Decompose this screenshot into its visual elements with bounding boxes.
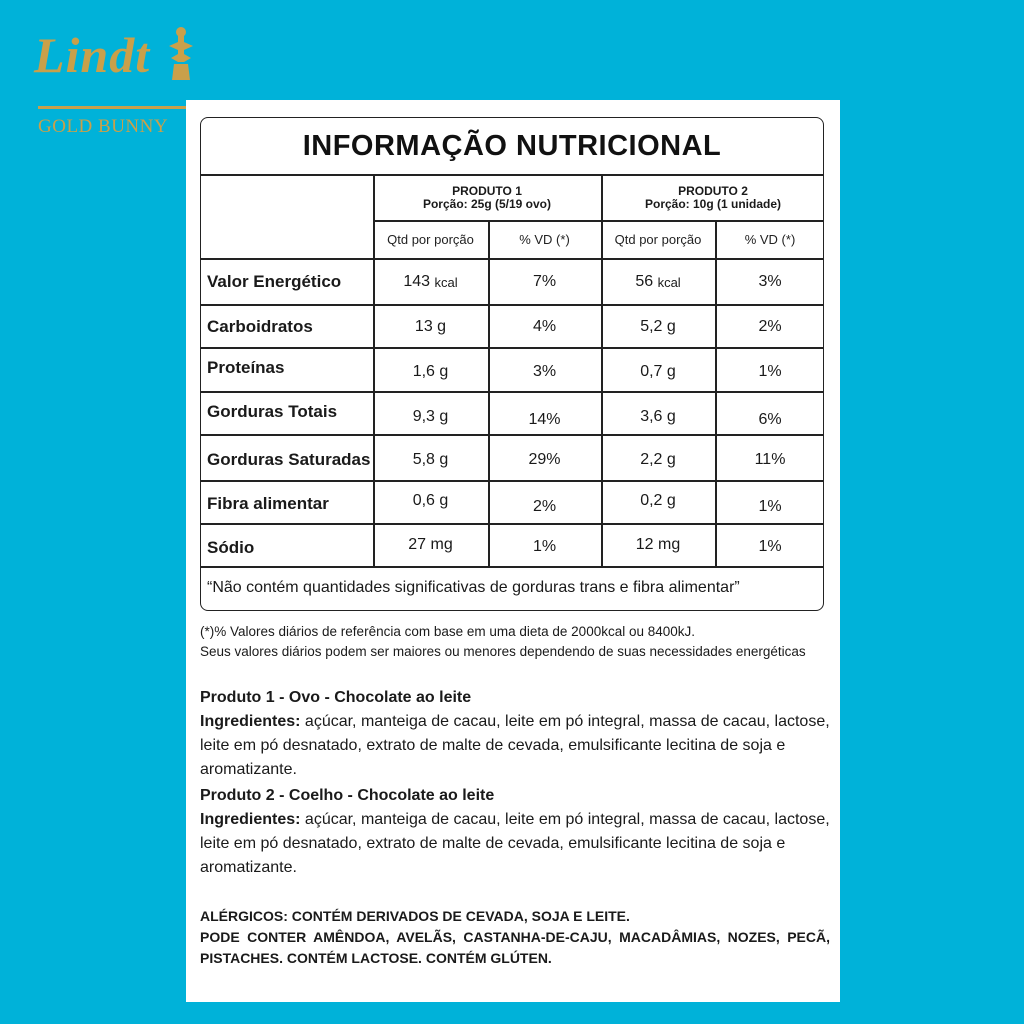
nutrition-table [200, 117, 824, 611]
allergens-line1: ALÉRGICOS: CONTÉM DERIVADOS DE CEVADA, SOJA E LEITE. [200, 908, 630, 924]
brand-name: Lindt [34, 27, 151, 83]
p1-qty-energy: 143 kcal [403, 273, 458, 290]
p2-qty-energy: 56 kcal [635, 273, 681, 290]
p1-qty-sat-fat: 5,8 g [412, 451, 449, 468]
table-footnote: “Não contém quantidades significativas de gorduras trans e fibra alimentar” [207, 579, 740, 596]
p1-qty-fiber: 0,6 g [412, 492, 449, 509]
product1-name: PRODUTO 1 [452, 184, 522, 198]
product1-header [373, 176, 601, 220]
p1-vd-total-fat: 14% [528, 411, 561, 428]
brand-logo [30, 22, 200, 137]
p1-qty-header: Qtd por porção [387, 232, 474, 247]
vd-note-line1: (*)% Valores diários de referência com base em uma dieta de 2000kcal ou 8400kJ. [200, 624, 696, 639]
p2-vd-carbs: 2% [758, 317, 782, 335]
p1-vd-sat-fat: 29% [528, 451, 561, 468]
p1-qty-carbs: 13 g [414, 317, 447, 335]
nutrition-panel [186, 100, 840, 1002]
p2-vd-header: % VD (*) [744, 232, 796, 247]
product2-name: PRODUTO 2 [678, 184, 748, 198]
p1-vd-carbs: 4% [532, 317, 557, 335]
p1-qty-total-fat: 9,3 g [412, 408, 449, 425]
p2-qty-total-fat: 3,6 g [640, 408, 676, 425]
p2-qty-header: Qtd por porção [614, 232, 702, 247]
p1-vd-fiber: 2% [532, 498, 557, 515]
row-label-carbs: Carboidratos [207, 316, 313, 336]
row-label-sodium: Sódio [207, 538, 255, 557]
row-label-energy: Valor Energético [207, 272, 342, 291]
brand-subtitle: GOLD BUNNY [38, 116, 169, 137]
product2-ingredients: Ingredientes: açúcar, manteiga de cacau, leite em pó integral, massa de cacau, lactose, leite em pó desnatado, extrato de malte de cevada, emulsificante lecitina de soja e aromatizante. [200, 811, 830, 876]
p2-qty-carbs: 5,2 g [640, 317, 676, 335]
product1-ingredients: Ingredientes: açúcar, manteiga de cacau, leite em pó integral, massa de cacau, lactose, leite em pó desnatado, extrato de malte de cevada, emulsificante lecitina de soja e aromatizante. [200, 713, 830, 778]
product1-block [200, 686, 840, 782]
p1-vd-header: % VD (*) [519, 232, 570, 247]
row-label-total-fat: Gorduras Totais [207, 402, 338, 421]
vd-notes [200, 622, 830, 662]
allergens-line2: PODE CONTER AMÊNDOA, AVELÃS, CASTANHA-DE-CAJU, MACADÂMIAS, NOZES, PECÃ, PISTACHES. CONTÉM LACTOSE. CONTÉM GLÚTEN. [200, 929, 830, 966]
row-label-fiber: Fibra alimentar [207, 494, 329, 513]
table-title: INFORMAÇÃO NUTRICIONAL [302, 129, 722, 162]
product1-portion: Porção: 25g (5/19 ovo) [422, 197, 552, 211]
logo-divider [38, 106, 196, 109]
p1-vd-protein: 3% [532, 363, 557, 380]
p2-qty-fiber: 0,2 g [640, 492, 676, 509]
p2-vd-total-fat: 6% [758, 411, 782, 428]
allergens-block [200, 906, 830, 969]
vd-note-line2: Seus valores diários podem ser maiores ou menores dependendo de suas necessidades energéticas [200, 644, 806, 659]
p2-vd-fiber: 1% [758, 498, 782, 515]
p1-vd-energy: 7% [532, 273, 557, 290]
product1-title: Produto 1 - Ovo - Chocolate ao leite [200, 689, 472, 706]
product2-portion: Porção: 10g (1 unidade) [644, 197, 782, 211]
row-label-sat-fat: Gorduras Saturadas [207, 450, 371, 469]
crest-icon [166, 24, 196, 84]
p2-vd-sat-fat: 11% [754, 451, 786, 468]
product2-header [601, 176, 824, 220]
p2-qty-sat-fat: 2,2 g [640, 451, 676, 468]
p2-qty-sodium: 12 mg [635, 536, 681, 553]
p2-qty-protein: 0,7 g [640, 363, 676, 380]
p1-qty-protein: 1,6 g [412, 363, 449, 380]
product2-title: Produto 2 - Coelho - Chocolate ao leite [200, 787, 495, 804]
product2-block [200, 784, 840, 880]
p2-vd-sodium: 1% [758, 538, 782, 555]
p1-vd-sodium: 1% [532, 538, 557, 555]
p2-vd-energy: 3% [758, 273, 782, 290]
row-label-protein: Proteínas [207, 358, 285, 377]
p2-vd-protein: 1% [758, 363, 782, 380]
p1-qty-sodium: 27 mg [408, 536, 453, 553]
